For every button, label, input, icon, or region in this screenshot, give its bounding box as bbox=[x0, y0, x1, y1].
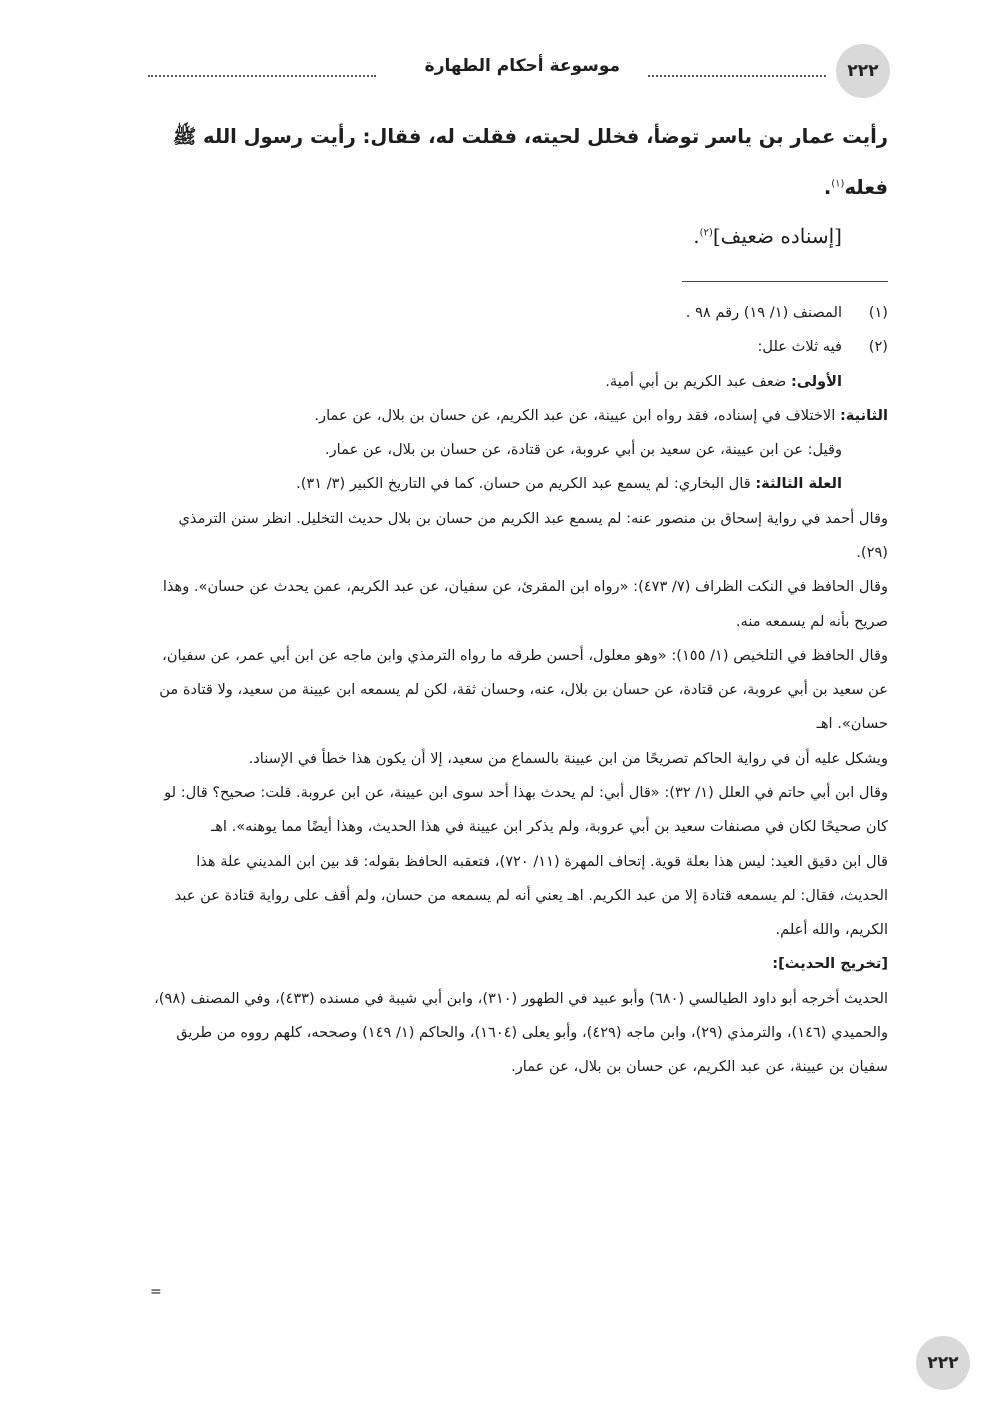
main-text-line-1: رأيت عمار بن ياسر توضأ، فخلل لحيته، فقلت له، فقال: رأيت رسول الله ﷺ bbox=[172, 125, 888, 148]
header-page-number: ٢٢٢ bbox=[836, 44, 890, 98]
main-text-end: . bbox=[823, 175, 832, 199]
main-text-word: فعله bbox=[844, 175, 888, 199]
isnad-grade bbox=[148, 224, 888, 248]
footnotes bbox=[148, 296, 888, 1084]
footnote-ref-1[interactable]: (١) bbox=[831, 178, 845, 190]
footnote-1-number: (١) bbox=[868, 304, 888, 321]
nukat-quote: وقال الحافظ في النكت الظراف (٧/ ٤٧٣): «رواه ابن المقرئ، عن سفيان، عن عبد الكريم، عمن يحدث عن حسان». وهذا صريح بأنه لم يسمعه منه. bbox=[162, 578, 888, 630]
defect-first-text: ضعف عبد الكريم بن أبي أمية. bbox=[605, 372, 791, 390]
footnote-ref-2[interactable]: (٢) bbox=[699, 227, 713, 239]
footer-page-number: ٢٢٢ bbox=[916, 1336, 970, 1390]
main-text bbox=[148, 112, 888, 213]
header-dotted-rule-left bbox=[148, 75, 376, 77]
defect-first-label: الأولى: bbox=[790, 372, 842, 390]
alternate-chain: وقيل: عن ابن عيينة، عن سعيد بن أبي عروبة، عن قتادة، عن حسان بن بلال، عن عمار. bbox=[325, 441, 842, 459]
defect-second-text: الاختلاف في إسناده، فقد رواه ابن عيينة، عن عبد الكريم، عن حسان بن بلال، عن عمار. bbox=[314, 406, 840, 424]
header-dotted-rule-right bbox=[648, 75, 826, 77]
footnote-2-number: (٢) bbox=[868, 338, 888, 356]
ilal-quote: وقال ابن أبي حاتم في العلل (١/ ٣٢): «قال أبي: لم يحدث بهذا أحد سوى ابن عيينة، عن ابن عروبة. قلت: صحيح؟ قال: لو كان صحيحًا لكان في مصنفات سعيد بن أبي عروبة، ولم يذكر ابن عيينة في هذا الحديث، وهذا أيضًا مما يوهنه». اهـ bbox=[164, 783, 888, 836]
takhrij-text: الحديث أخرجه أبو داود الطيالسي (٦٨٠) وأبو عبيد في الطهور (٣١٠)، وابن أبي شيبة في مسنده (٤٣٣)، وفي المصنف (٩٨)، والحميدي (١٤٦)، والترمذي (٢٩)، وابن ماجه (٤٢٩)، وأبو يعلى (١٦٠٤)، والحاكم (١/ ١٤٩) وصححه، كلهم رووه من طريق سفيان بن عيينة، عن عبد الكريم، عن حسان بن بلال، عن عمار. bbox=[154, 989, 888, 1076]
daqiq-quote: قال ابن دقيق العيد: ليس هذا بعلة قوية. إتحاف المهرة (١١/ ٧٢٠)، فتعقبه الحافظ بقوله: قد بين ابن المديني علة هذا الحديث، فقال: لم يسمعه قتادة إلا من عبد الكريم. اهـ يعني أنه لم يسمعه من حسان، ولم أقف على رواية قتادة عن عبد الكريم، والله أعلم. bbox=[174, 852, 888, 939]
hakim-note: ويشكل عليه أن في رواية الحاكم تصريحًا من ابن عيينة بالسماع من سعيد، إلا أن يكون هذا خطأ في الإسناد. bbox=[248, 749, 888, 767]
footnote-2-text: فيه ثلاث علل: bbox=[757, 338, 842, 356]
isnad-text: [إسناده ضعيف] bbox=[712, 224, 842, 248]
defect-third bbox=[148, 467, 888, 501]
main-text-line-2 bbox=[148, 163, 888, 214]
footnote-separator bbox=[682, 281, 888, 282]
talkhis-quote: وقال الحافظ في التلخيص (١/ ١٥٥): «وهو معلول، أحسن طرقه ما رواه الترمذي وابن ماجه عن ابن أبي عمر، عن سفيان، عن سعيد بن أبي عروبة، عن قتادة، عن حسان بن بلال، عنه، وحسان ثقة، لكن لم يسمعه ابن عيينة من سعيد، ولا قتادة من حسان». اهـ bbox=[159, 646, 888, 733]
defect-first bbox=[148, 365, 888, 399]
isnad-end: . bbox=[693, 224, 700, 248]
ahmad-quote: وقال أحمد في رواية إسحاق بن منصور عنه: لم يسمع عبد الكريم من حسان بن بلال حديث التخليل. انظر سنن الترمذي (٢٩). bbox=[178, 509, 888, 561]
takhrij-heading: [تخريج الحديث]: bbox=[772, 955, 888, 973]
continuation-mark: = bbox=[150, 1284, 162, 1300]
defect-third-text: قال البخاري: لم يسمع عبد الكريم من حسان. كما في التاريخ الكبير (٣/ ٣١). bbox=[296, 475, 756, 493]
defect-second-label: الثانية: bbox=[839, 406, 888, 424]
defect-second bbox=[148, 399, 888, 433]
running-header bbox=[148, 42, 890, 102]
book-title: موسوعة أحكام الطهارة bbox=[424, 56, 620, 76]
footnote-1 bbox=[148, 296, 888, 330]
footnote-2 bbox=[148, 330, 888, 364]
footnote-1-text: المصنف (١/ ١٩) رقم ٩٨ . bbox=[685, 304, 842, 321]
defect-third-label: العلة الثالثة: bbox=[755, 475, 842, 493]
